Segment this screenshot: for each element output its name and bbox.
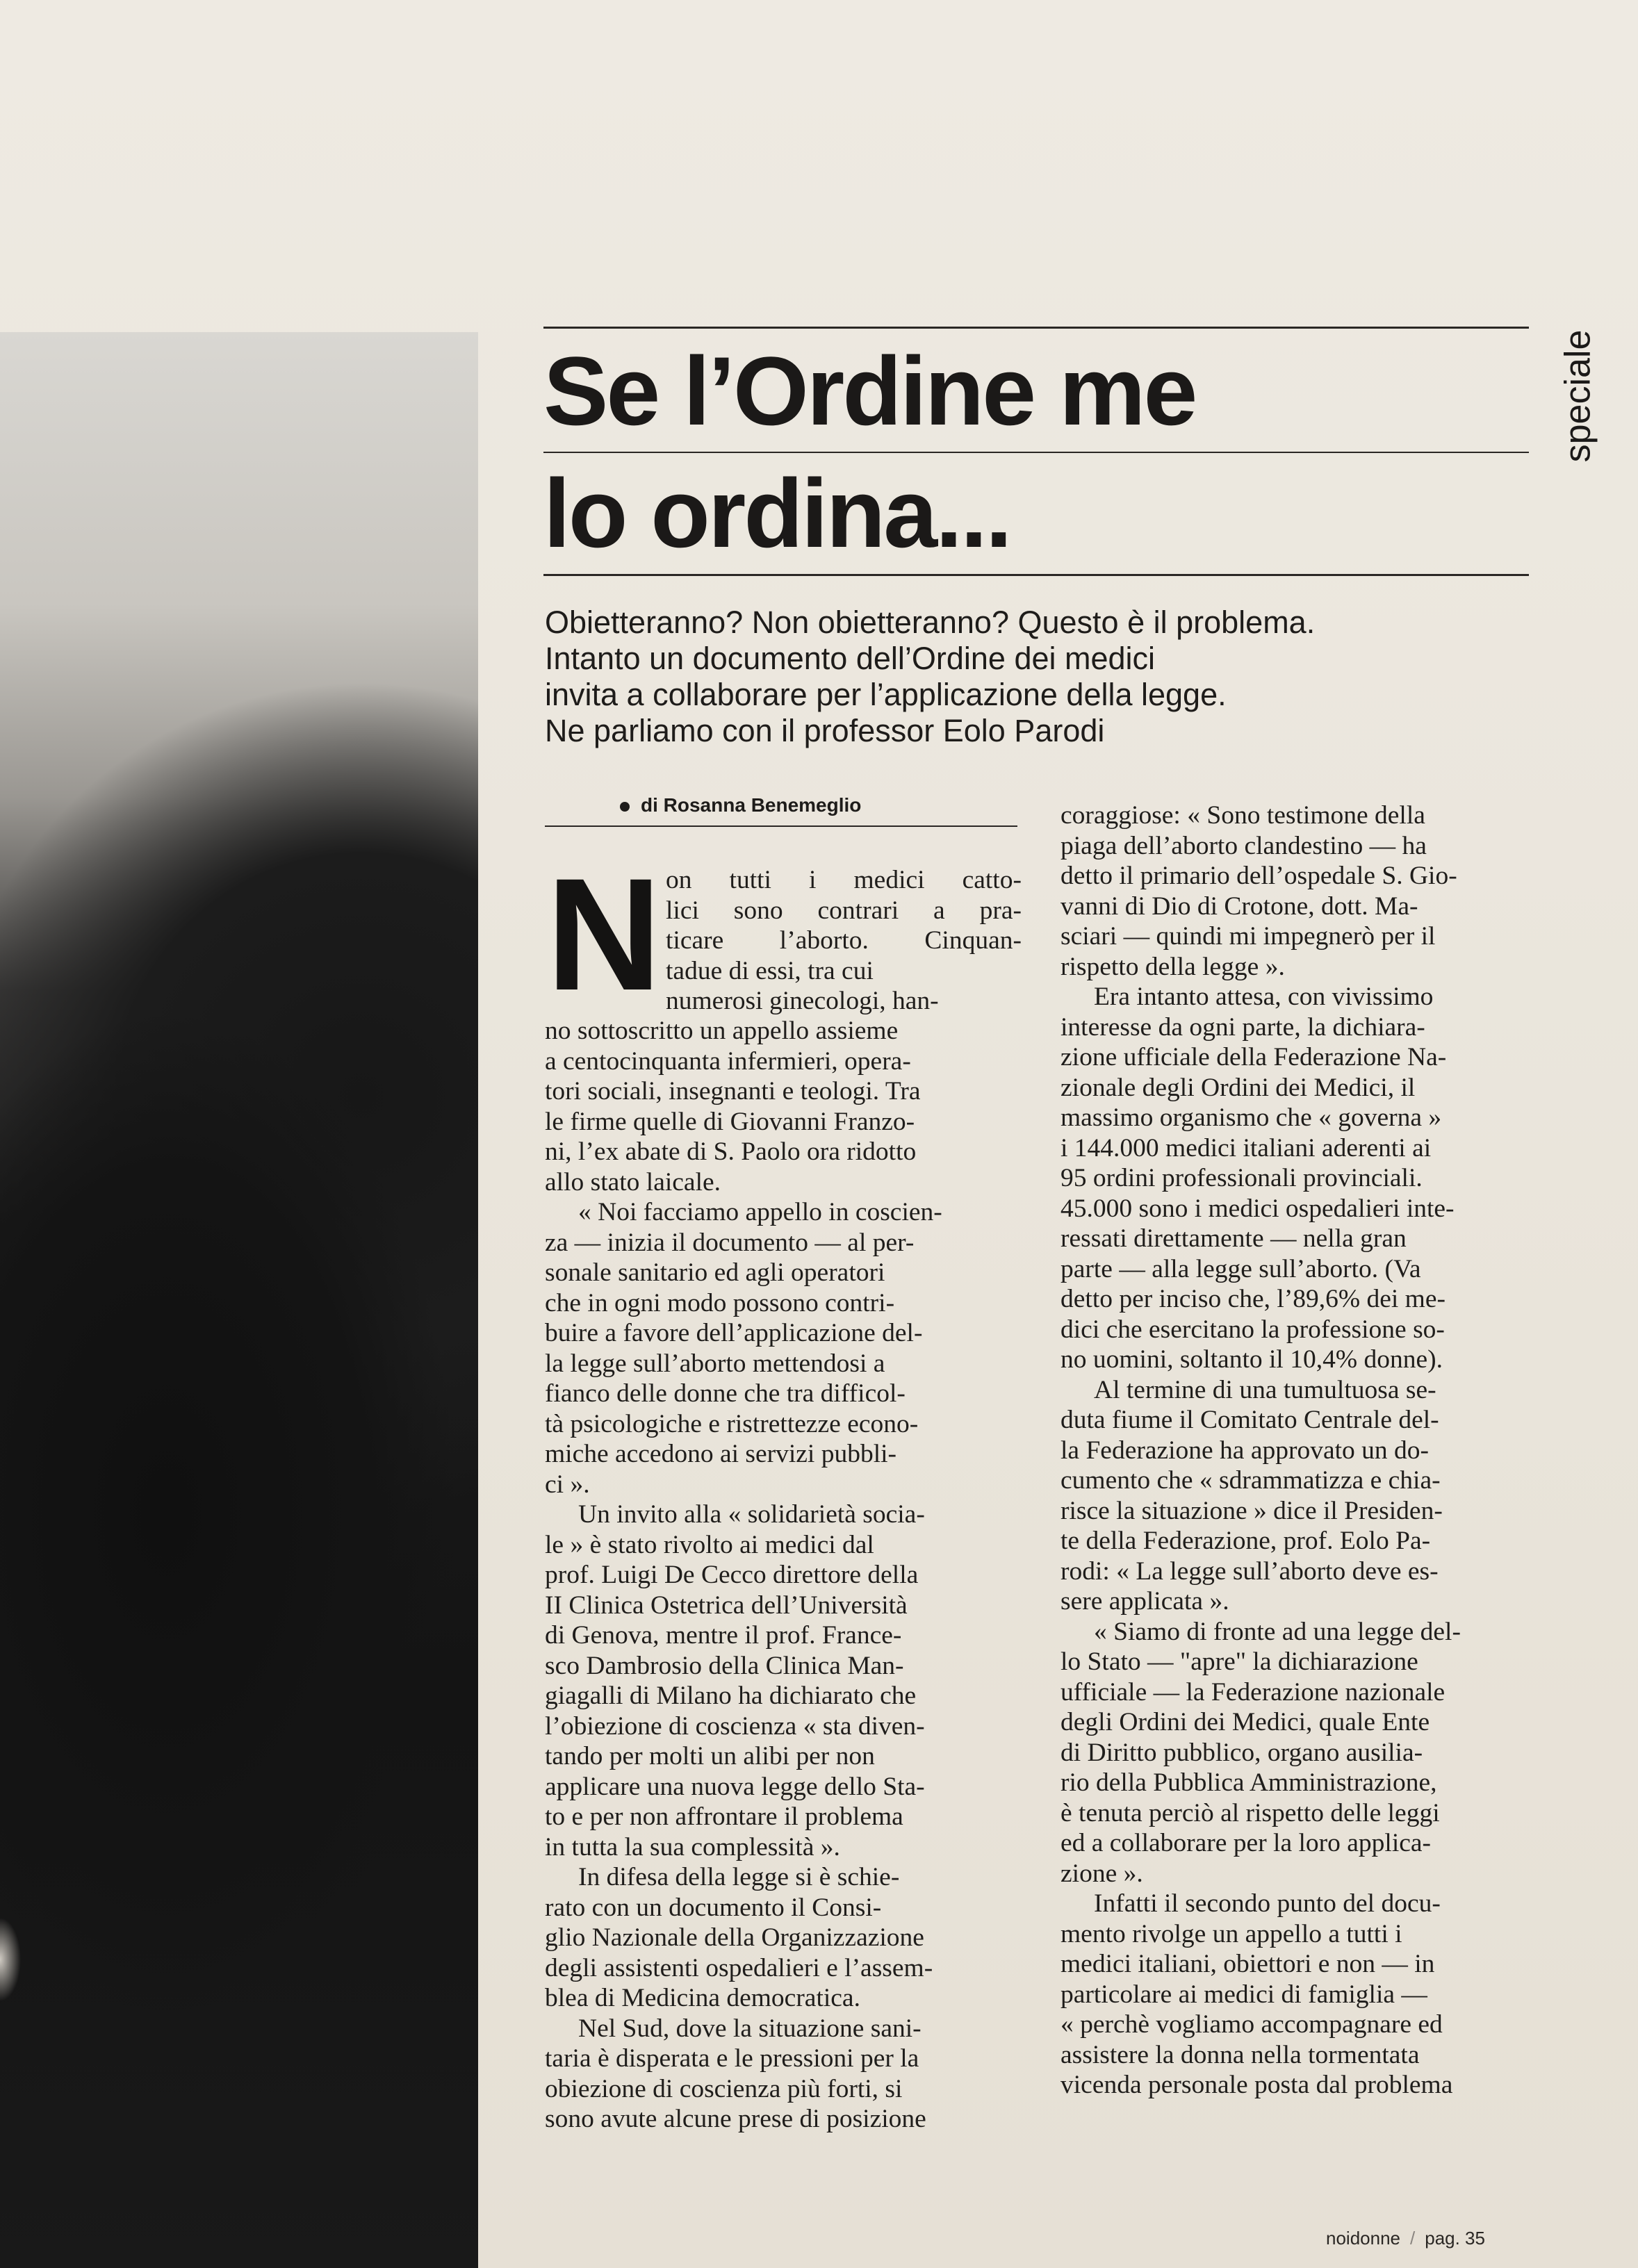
text-line: sciari — quindi mi impegnerò per il bbox=[1060, 922, 1436, 951]
text-line: rodi: « La legge sull’aborto deve es- bbox=[1060, 1556, 1439, 1586]
text-line: parte — alla legge sull’aborto. (Va bbox=[1060, 1254, 1421, 1283]
article-photo bbox=[0, 332, 478, 2268]
photo-highlight bbox=[0, 1918, 28, 2001]
text-line: Era intanto attesa, con vivissimo bbox=[1094, 983, 1434, 1011]
text-line: di Genova, mentre il prof. France- bbox=[545, 1621, 902, 1650]
text-line: « Noi facciamo appello in coscien- bbox=[578, 1198, 942, 1226]
text-line: è tenuta perciò al rispetto delle leggi bbox=[1060, 1798, 1440, 1827]
text-line: to e per non affrontare il problema bbox=[545, 1802, 903, 1831]
lead-line: Ne parliamo con il professor Eolo Parodi bbox=[545, 713, 1105, 748]
section-label bbox=[1529, 327, 1626, 466]
drop-cap: N bbox=[546, 845, 662, 1024]
text-line: lici sono contrari a pra- bbox=[666, 896, 1022, 925]
text-line: cumento che « sdrammatizza e chia- bbox=[1060, 1466, 1441, 1495]
footer-separator: / bbox=[1410, 2228, 1416, 2249]
text-line: mento rivolge un appello a tutti i bbox=[1060, 1919, 1402, 1948]
text-line: rio della Pubblica Amministrazione, bbox=[1060, 1768, 1437, 1797]
text-line: dici che esercitano la professione so- bbox=[1060, 1315, 1445, 1344]
text-line: za — inizia il documento — al per- bbox=[545, 1228, 915, 1257]
text-line: te della Federazione, prof. Eolo Pa- bbox=[1060, 1527, 1431, 1555]
text-line: le » è stato rivolto ai medici dal bbox=[545, 1530, 874, 1559]
text-line: applicare una nuova legge dello Sta- bbox=[545, 1772, 925, 1801]
text-line: sco Dambrosio della Clinica Man- bbox=[545, 1651, 904, 1680]
text-line: zione ufficiale della Federazione Na- bbox=[1060, 1043, 1447, 1071]
text-line: Nel Sud, dove la situazione sani- bbox=[578, 2014, 922, 2043]
page-footer bbox=[1326, 2228, 1485, 2249]
text-line: sere applicata ». bbox=[1060, 1587, 1229, 1616]
text-line: tadue di essi, tra cui bbox=[666, 956, 874, 985]
title-rule-top bbox=[543, 327, 1529, 329]
byline-author: di Rosanna Benemeglio bbox=[641, 794, 862, 816]
text-line: sonale sanitario ed agli operatori bbox=[545, 1258, 885, 1287]
text-line: glio Nazionale della Organizzazione bbox=[545, 1923, 924, 1952]
byline-rule bbox=[545, 825, 1017, 827]
text-line: miche accedono ai servizi pubbli- bbox=[545, 1440, 897, 1468]
text-line: In difesa della legge si è schie- bbox=[578, 1863, 900, 1891]
text-line: allo stato laicale. bbox=[545, 1167, 721, 1197]
lead-line: invita a collaborare per l’applicazione della legge. bbox=[545, 677, 1227, 712]
text-line: ed a collaborare per la loro applica- bbox=[1060, 1829, 1432, 1857]
title-rule-middle bbox=[543, 452, 1529, 453]
text-line: coraggiose: « Sono testimone della bbox=[1060, 801, 1425, 830]
text-line: la Federazione ha approvato un do- bbox=[1060, 1436, 1429, 1465]
page-number: pag. 35 bbox=[1425, 2228, 1485, 2249]
text-line: duta fiume il Comitato Centrale del- bbox=[1060, 1406, 1439, 1434]
text-line: di Diritto pubblico, organo ausilia- bbox=[1060, 1738, 1423, 1767]
text-line: tà psicologiche e ristrettezze econo- bbox=[545, 1409, 919, 1438]
text-line: no uomini, soltanto il 10,4% donne). bbox=[1060, 1345, 1443, 1374]
text-line: Al termine di una tumultuosa se- bbox=[1094, 1375, 1436, 1404]
text-line: tori sociali, insegnanti e teologi. Tra bbox=[545, 1077, 921, 1106]
text-line: tando per molti un alibi per non bbox=[545, 1742, 875, 1770]
text-line: ressati direttamente — nella gran bbox=[1060, 1224, 1407, 1253]
text-line: le firme quelle di Giovanni Franzo- bbox=[545, 1107, 915, 1136]
text-line: II Clinica Ostetrica dell’Università bbox=[545, 1591, 908, 1620]
column-1-dropcap-text bbox=[666, 865, 1022, 1017]
text-line: fianco delle donne che tra difficol- bbox=[545, 1379, 906, 1408]
text-line: taria è disperata e le pressioni per la bbox=[545, 2044, 919, 2073]
text-line: on tutti i medici catto- bbox=[666, 866, 1022, 894]
bullet-icon bbox=[620, 802, 630, 812]
text-line: ufficiale — la Federazione nazionale bbox=[1060, 1677, 1445, 1707]
text-line: ni, l’ex abate di S. Paolo ora ridotto bbox=[545, 1137, 917, 1166]
text-line: interesse da ogni parte, la dichiara- bbox=[1060, 1012, 1425, 1042]
text-line: degli assistenti ospedalieri e l’assem- bbox=[545, 1953, 933, 1982]
text-line: vanni di Dio di Crotone, dott. Ma- bbox=[1060, 891, 1418, 921]
article-lead bbox=[545, 605, 1532, 749]
text-line: zionale degli Ordini dei Medici, il bbox=[1060, 1073, 1416, 1102]
text-line: giagalli di Milano ha dichiarato che bbox=[545, 1682, 917, 1710]
text-line: ticare l’aborto. Cinquan- bbox=[666, 926, 1022, 955]
text-line: a centocinquanta infermieri, opera- bbox=[545, 1046, 911, 1076]
article-title-line-1: Se l’Ordine me bbox=[543, 336, 1196, 445]
text-line: degli Ordini dei Medici, quale Ente bbox=[1060, 1708, 1430, 1736]
text-line: blea di Medicina democratica. bbox=[545, 1984, 860, 2012]
text-line: rato con un documento il Consi- bbox=[545, 1893, 882, 1922]
article-title-line-2: lo ordina... bbox=[543, 459, 1010, 568]
title-rule-bottom bbox=[543, 574, 1529, 576]
text-line: assistere la donna nella tormentata bbox=[1060, 2040, 1420, 2069]
text-line: in tutta la sua complessità ». bbox=[545, 1832, 840, 1862]
text-line: detto il primario dell’ospedale S. Gio- bbox=[1060, 862, 1457, 890]
text-line: buire a favore dell’applicazione del- bbox=[545, 1319, 923, 1347]
text-line: no sottoscritto un appello assieme bbox=[545, 1017, 899, 1045]
text-line: ci ». bbox=[545, 1470, 590, 1499]
text-line: sono avute alcune prese di posizione bbox=[545, 2105, 926, 2133]
text-line: piaga dell’aborto clandestino — ha bbox=[1060, 831, 1427, 860]
text-line: particolare ai medici di famiglia — bbox=[1060, 1980, 1427, 2009]
text-line: obiezione di coscienza più forti, si bbox=[545, 2074, 903, 2103]
text-line: medici italiani, obiettori e non — in bbox=[1060, 1950, 1435, 1978]
section-label-text: speciale bbox=[1557, 329, 1598, 463]
magazine-name: noidonne bbox=[1326, 2228, 1400, 2249]
text-line: prof. Luigi De Cecco direttore della bbox=[545, 1561, 919, 1589]
text-line: Un invito alla « solidarietà socia- bbox=[578, 1500, 925, 1529]
lead-line: Intanto un documento dell’Ordine dei medici bbox=[545, 641, 1156, 676]
text-line: l’obiezione di coscienza « sta diven- bbox=[545, 1711, 925, 1741]
byline bbox=[620, 794, 1009, 816]
text-line: vicenda personale posta dal problema bbox=[1060, 2071, 1453, 2099]
text-line: rispetto della legge ». bbox=[1060, 952, 1285, 981]
text-line: massimo organismo che « governa » bbox=[1060, 1103, 1442, 1132]
text-line: i 144.000 medici italiani aderenti ai bbox=[1060, 1133, 1432, 1162]
text-line: la legge sull’aborto mettendosi a bbox=[545, 1349, 885, 1378]
text-line: numerosi ginecologi, han- bbox=[666, 987, 939, 1015]
text-line: « perchè vogliamo accompagnare ed bbox=[1060, 2010, 1443, 2039]
text-line: lo Stato — "apre" la dichiarazione bbox=[1060, 1647, 1418, 1676]
text-line: che in ogni modo possono contri- bbox=[545, 1288, 895, 1317]
text-line: detto per inciso che, l’89,6% dei me- bbox=[1060, 1285, 1445, 1313]
lead-line: Obietteranno? Non obietteranno? Questo è il problema. bbox=[545, 605, 1316, 640]
text-line: risce la situazione » dice il Presiden- bbox=[1060, 1496, 1443, 1525]
column-1-body bbox=[545, 1016, 1024, 2135]
text-line: « Siamo di fronte ad una legge del- bbox=[1094, 1617, 1461, 1646]
column-2-body bbox=[1060, 800, 1540, 2101]
text-line: Infatti il secondo punto del docu- bbox=[1094, 1889, 1441, 1918]
text-line: 45.000 sono i medici ospedalieri inte- bbox=[1060, 1194, 1455, 1223]
text-line: 95 ordini professionali provinciali. bbox=[1060, 1164, 1423, 1192]
text-line: zione ». bbox=[1060, 1859, 1143, 1888]
